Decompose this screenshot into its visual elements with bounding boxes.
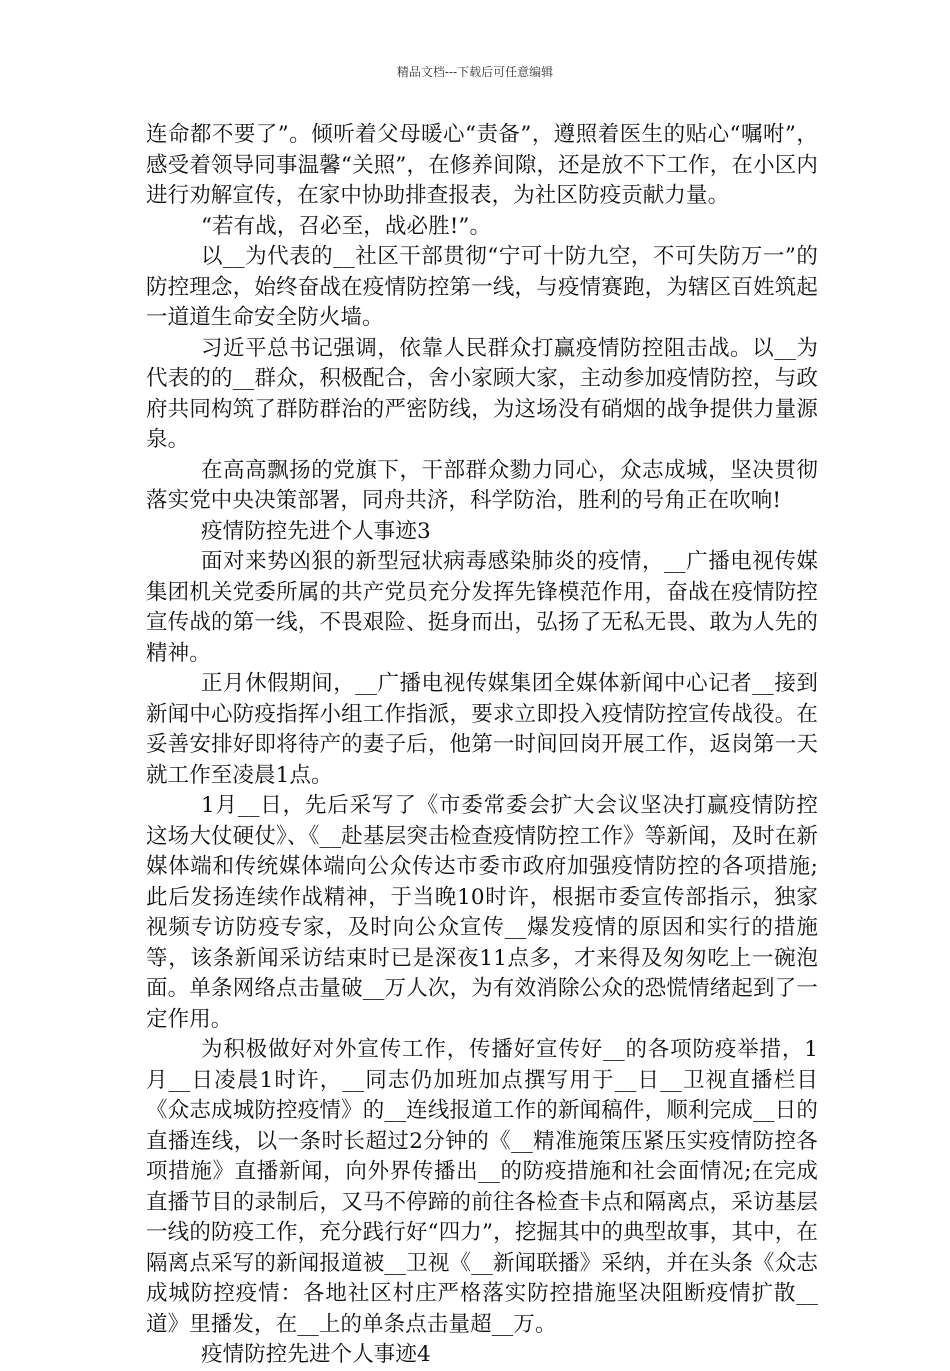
paragraph: 以__为代表的__社区干部贯彻“宁可十防九空，不可失防万一”的防控理念，始终奋战在疫情防控第一线，与疫情赛跑，为辖区百姓筑起一道道生命安全防火墙。 [146, 244, 818, 330]
paragraph: 习近平总书记强调，依靠人民群众打赢疫情防控阻击战。以__为代表的的__群众，积极配合，舍小家顾大家，主动参加疫情防控，与政府共同构筑了群防群治的严密防线，为这场没有硝烟的战争提供力量源泉。 [146, 335, 818, 452]
paragraph-continuation: 连命都不要了”。倾听着父母暖心“责备”，遵照着医生的贴心“嘱咐”，感受着领导同事温馨“关照”，在修养间隙，还是放不下工作，在小区内进行劝解宣传，在家中协助排查报表，为社区防疫贡献力量。 [146, 122, 818, 208]
page-header: 精品文档---下载后可任意编辑 [396, 65, 554, 79]
paragraph: 在高高飘扬的党旗下，干部群众勠力同心，众志成城，坚决贯彻落实党中央决策部署，同舟共济，科学防治，胜利的号角正在吹响! [146, 457, 818, 513]
paragraph-slogan: “若有战，召必至，战必胜!”。 [201, 213, 492, 239]
section-heading: 疫情防控先进个人事迹3 [201, 518, 431, 544]
document-body [146, 120, 818, 1371]
paragraph: 为积极做好对外宣传工作，传播好宣传好__的各项防疫举措，1月__日凌晨1时许，__同志仍加班加点撰写用于__日__卫视直播栏目《众志成城防控疫情》的__连线报道工作的新闻稿件，顺利完成__日的直播连线，以一条时长超过2分钟的《__精准施策压紧压实疫情防控各项措施》直播新闻，向外界传播出__的防疫措施和社会面情况;在完成直播节目的录制后，又马不停蹄的前往各检查卡点和隔离点，采访基层一线的防疫工作，充分践行好“四力”，挖掘其中的典型故事，其中，在隔离点采写的新闻报道被__卫视《__新闻联播》采纳，并在头条《众志成城防控疫情：各地社区村庄严格落实防控措施坚决阻断疫情扩散__道》里播发，在__上的单条点击量超__万。 [146, 1037, 818, 1337]
paragraph: 1月__日，先后采写了《市委常委会扩大会议坚决打赢疫情防控这场大仗硬仗》、《__赴基层突击检查疫情防控工作》等新闻，及时在新媒体端和传统媒体端向公众传达市委市政府加强疫情防控的各项措施;此后发扬连续作战精神，于当晚10时许，根据市委宣传部指示，独家视频专访防疫专家，及时向公众宣传__爆发疫情的原因和实行的措施等，该条新闻采访结束时已是深夜11点多，才来得及匆匆吃上一碗泡面。单条网络点击量破__万人次，为有效消除公众的恐慌情绪起到了一定作用。 [146, 793, 818, 1032]
paragraph: 面对来势凶狠的新型冠状病毒感染肺炎的疫情，__广播电视传媒集团机关党委所属的共产党员充分发挥先锋模范作用，奋战在疫情防控宣传战的第一线，不畏艰险、挺身而出，弘扬了无私无畏、敢为人先的精神。 [146, 549, 818, 666]
paragraph: 正月休假期间，__广播电视传媒集团全媒体新闻中心记者__接到新闻中心防疫指挥小组工作指派，要求立即投入疫情防控宣传战役。在妥善安排好即将待产的妻子后，他第一时间回岗开展工作，返岗第一天就工作至凌晨1点。 [146, 671, 818, 788]
section-heading: 疫情防控先进个人事迹4 [201, 1342, 431, 1367]
